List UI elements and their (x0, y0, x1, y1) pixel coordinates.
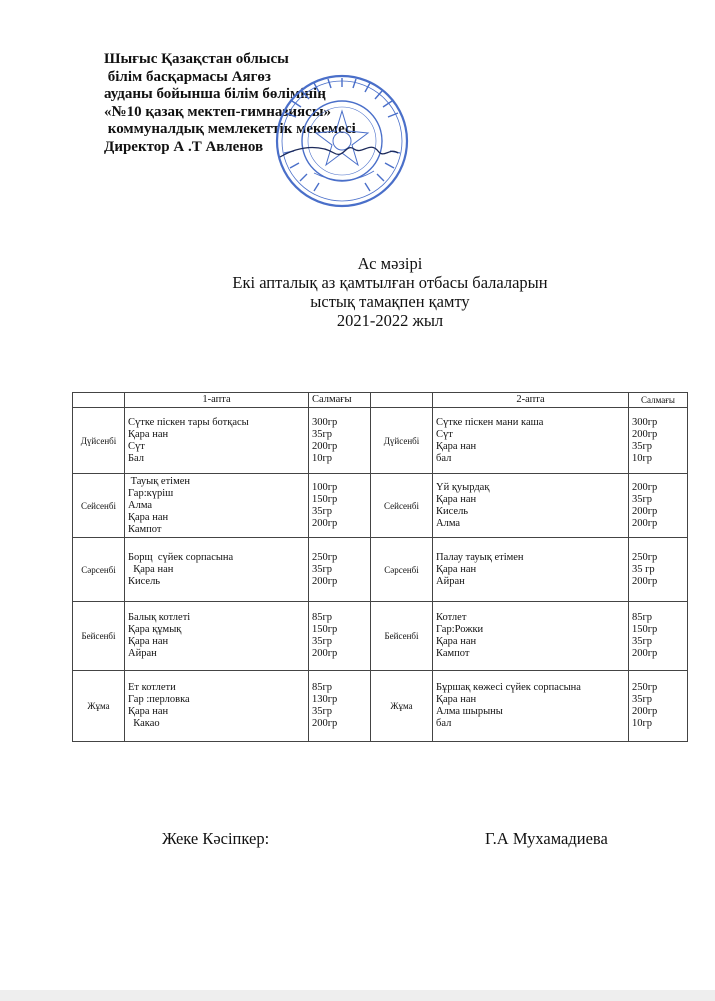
menu-table (72, 392, 688, 742)
weights-cell-line: 150гр (632, 624, 658, 635)
weights-cell-line: 200гр (632, 481, 658, 493)
day-cell: Сәрсенбі (73, 538, 125, 602)
dishes-cell-line: Какао (128, 718, 160, 729)
header-blank (73, 393, 125, 408)
dishes-cell-line: Алма (128, 499, 153, 511)
weights-cell-line: 150гр (312, 624, 338, 635)
dishes-cell-line: Қара нан (128, 511, 169, 523)
day-cell: Жұма (73, 671, 125, 742)
weights-cell-line: 85гр (312, 612, 333, 623)
weights-cell-line: 250гр (632, 682, 658, 693)
header-weight2: Салмағы (629, 393, 688, 408)
dishes-cell-line: Қара нан (436, 493, 477, 505)
weights-cell (629, 538, 688, 602)
dishes-cell (433, 408, 629, 474)
weights-cell-line: 200гр (312, 718, 338, 729)
dishes-cell-line: Бал (128, 452, 145, 464)
dishes-cell-line: Балық котлеті (128, 612, 191, 623)
dishes-cell-line: Гар:күріш (128, 487, 174, 499)
dishes-cell-line: Қара нан (128, 428, 169, 440)
dishes-cell-line: Сүт (128, 440, 145, 452)
dishes-cell-line: Кампот (436, 648, 470, 659)
dishes-cell (433, 671, 629, 742)
header-blank (371, 393, 433, 408)
dishes-cell-line: Тауық етімен (128, 475, 191, 487)
dishes-cell-line: Қара нан (436, 440, 477, 452)
weights-cell-line: 200гр (632, 575, 658, 587)
dishes-cell-line: бал (436, 452, 452, 464)
weights-cell (309, 408, 371, 474)
dishes-cell-line: Сүт (436, 428, 453, 440)
title-line: Екі апталық аз қамтылған отбасы балаларын (232, 273, 548, 292)
weights-cell-line: 250гр (632, 551, 658, 563)
weights-cell-line: 200гр (312, 575, 338, 587)
weights-cell-line: 10гр (312, 452, 333, 464)
dishes-cell-line: Ет котлети (128, 682, 176, 693)
title-line: Ас мәзірі (357, 254, 423, 273)
header-line: Директор А .Т Авленов (104, 138, 264, 155)
title-line: ыстық тамақпен қамту (310, 292, 470, 311)
day-cell: Дүйсенбі (371, 408, 433, 474)
dishes-cell-line: Палау тауық етімен (436, 551, 524, 563)
weights-cell (309, 474, 371, 538)
day-cell: Сәрсенбі (371, 538, 433, 602)
dishes-cell (433, 602, 629, 671)
header-week1: 1-апта (125, 393, 309, 408)
weights-cell-line: 35 гр (632, 563, 655, 575)
weights-cell-line: 200гр (632, 517, 658, 529)
weights-cell-line: 35гр (312, 706, 333, 717)
dishes-cell-line: Алма (436, 517, 461, 529)
dishes-cell-line: Кампот (128, 523, 162, 535)
weights-cell-line: 250гр (312, 551, 338, 563)
day-cell: Бейсенбі (371, 602, 433, 671)
weights-cell-line: 130гр (312, 694, 338, 705)
page-bottom-edge (0, 990, 715, 1001)
dishes-cell-line: Гар:Рожки (436, 624, 484, 635)
weights-cell-line: 200гр (632, 706, 658, 717)
header-line: ауданы бойынша білім бөлімінің (104, 86, 326, 102)
weights-cell-line: 35гр (632, 440, 653, 452)
weights-cell (309, 671, 371, 742)
dishes-cell-line: Кисель (436, 505, 469, 517)
weights-cell (629, 474, 688, 538)
day-cell: Сейсенбі (73, 474, 125, 538)
table-row (73, 474, 688, 538)
weights-cell (629, 671, 688, 742)
dishes-cell-line: Айран (436, 575, 465, 587)
table-row (73, 602, 688, 671)
weights-cell-line: 200гр (632, 428, 658, 440)
weights-cell-line: 35гр (312, 636, 333, 647)
table-row (73, 538, 688, 602)
dishes-cell-line: Қара нан (128, 706, 169, 717)
table-row (73, 671, 688, 742)
dishes-cell-line: Сүтке піскен мани каша (436, 416, 544, 428)
day-cell: Жұма (371, 671, 433, 742)
dishes-cell-line: Қара нан (436, 694, 477, 705)
header-line: «№10 қазақ мектеп-гимназиясы» (104, 103, 332, 120)
dishes-cell-line: Қара нан (436, 563, 477, 575)
dishes-cell-line: бал (436, 718, 452, 729)
header-weight1: Салмағы (309, 393, 371, 408)
dishes-cell (125, 408, 309, 474)
weights-cell-line: 200гр (632, 505, 658, 517)
weights-cell-line: 200гр (312, 440, 338, 452)
dishes-cell (125, 538, 309, 602)
dishes-cell-line: Алма шырыны (436, 706, 503, 717)
weights-cell-line: 85гр (312, 682, 333, 693)
dishes-cell (125, 671, 309, 742)
weights-cell-line: 35гр (312, 428, 333, 440)
header-line: білім басқармасы Аягөз (104, 68, 271, 85)
dishes-cell-line: Айран (128, 648, 157, 659)
weights-cell-line: 100гр (312, 481, 338, 493)
weights-cell-line: 150гр (312, 493, 338, 505)
day-cell: Бейсенбі (73, 602, 125, 671)
weights-cell (629, 602, 688, 671)
weights-cell-line: 200гр (632, 648, 658, 659)
dishes-cell-line: Үй қуырдақ (436, 481, 490, 493)
table-header-row (73, 393, 688, 408)
weights-cell-line: 35гр (312, 505, 333, 517)
dishes-cell (433, 474, 629, 538)
dishes-cell-line: Борщ сүйек сорпасына (128, 551, 234, 563)
dishes-cell (125, 474, 309, 538)
weights-cell-line: 300гр (312, 416, 338, 428)
dishes-cell-line: Қара құмық (128, 624, 182, 635)
weights-cell-line: 300гр (632, 416, 658, 428)
weights-cell-line: 35гр (632, 636, 653, 647)
weights-cell-line: 85гр (632, 612, 653, 623)
weights-cell-line: 10гр (632, 718, 653, 729)
weights-cell-line: 200гр (312, 648, 338, 659)
header-line: Шығыс Қазақстан облысы (104, 51, 289, 67)
dishes-cell-line: Қара нан (128, 563, 174, 575)
dishes-cell-line: Котлет (436, 612, 467, 623)
weights-cell-line: 200гр (312, 517, 338, 529)
dishes-cell-line: Қара нан (128, 636, 169, 647)
footer-entrepreneur-label: Жеке Кәсіпкер: (162, 829, 270, 848)
day-cell: Сейсенбі (371, 474, 433, 538)
dishes-cell (125, 602, 309, 671)
official-seal (274, 73, 410, 209)
weights-cell (629, 408, 688, 474)
dishes-cell-line: Кисель (128, 575, 161, 587)
weights-cell (309, 602, 371, 671)
document-title (150, 254, 630, 330)
dishes-cell-line: Гар :перловка (128, 694, 190, 705)
title-line: 2021-2022 жыл (336, 311, 444, 330)
dishes-cell-line: Бұршақ көжесі сүйек сорпасына (436, 682, 581, 693)
day-cell: Дүйсенбі (73, 408, 125, 474)
weights-cell (309, 538, 371, 602)
dishes-cell (433, 538, 629, 602)
dishes-cell-line: Қара нан (436, 636, 477, 647)
dishes-cell-line: Сүтке піскен тары ботқасы (128, 416, 249, 428)
header-line: коммуналдық мемлекеттік мекемесі (104, 121, 356, 137)
footer-signatory-name: Г.А Мухамадиева (485, 829, 608, 848)
table-row (73, 408, 688, 474)
weights-cell-line: 10гр (632, 452, 653, 464)
weights-cell-line: 35гр (312, 563, 333, 575)
header-week2: 2-апта (433, 393, 629, 408)
weights-cell-line: 35гр (632, 493, 653, 505)
weights-cell-line: 35гр (632, 694, 653, 705)
